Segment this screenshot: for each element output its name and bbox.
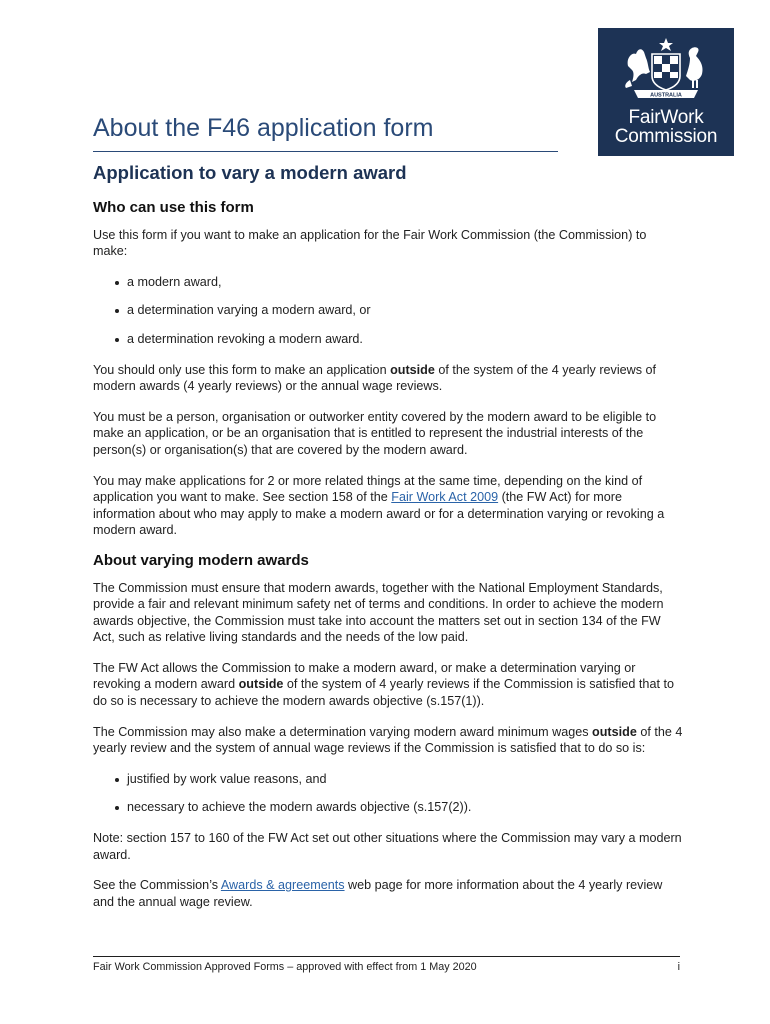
paragraph-related-applications: You may make applications for 2 or more related things at the same time, depending on the kind of application you want to make. See section 158 of the Fair Work Act 2009 (the FW Act) for more information about who may apply to make a modern award or for a determination varying or revoking a modern award.: [93, 473, 665, 538]
organisation-name: [598, 108, 734, 146]
list-item: necessary to achieve the modern awards objective (s.157(2)).: [127, 799, 683, 816]
paragraph-fw-act-allows: The FW Act allows the Commission to make a modern award, or make a determination varying or revoking a modern award outside of the system of 4 yearly reviews if the Commission is satisfied that to do so is necessary to achieve the modern awards objective (s.157(1)).: [93, 660, 674, 709]
paragraph-safety-net: The Commission must ensure that modern awards, together with the National Employment Standards, provide a fair and relevant minimum safety net of terms and conditions. In order to achieve the modern awards objective, the Commission must take into account the matters set out in section 134 of the FW Act, such as relative living standards and the needs of the low paid.: [93, 580, 664, 645]
document-body: [93, 200, 683, 924]
awards-agreements-link[interactable]: Awards & agreements: [220, 878, 345, 893]
paragraph-eligibility: You must be a person, organisation or outworker entity covered by the modern award to be eligible to make an application, or be an organisation that is entitled to represent the industrial interests of the person(s) or organisation(s) that are covered by the modern award.: [93, 409, 657, 457]
list-item: justified by work value reasons, and: [127, 771, 683, 788]
list-item: a modern award,: [127, 274, 683, 291]
paragraph-note: Note: section 157 to 160 of the FW Act set out other situations where the Commission may vary a modern award.: [93, 831, 682, 862]
paragraph-see-awards: See the Commission’s Awards & agreements web page for more information about the 4 yearly review and the annual wage review.: [93, 878, 663, 909]
coat-of-arms-icon: [622, 36, 710, 108]
page-title: About the F46 application form: [93, 114, 558, 152]
bullet-list-conditions: [93, 771, 683, 816]
footer-text: Fair Work Commission Approved Forms – approved with effect from 1 May 2020: [93, 961, 477, 973]
list-item: a determination varying a modern award, or: [127, 302, 683, 319]
paragraph-intro: Use this form if you want to make an application for the Fair Work Commission (the Commission) to make:: [93, 227, 647, 259]
fair-work-act-link[interactable]: Fair Work Act 2009: [391, 490, 499, 505]
page-footer: [93, 956, 680, 973]
paragraph-outside-reviews: You should only use this form to make an application outside of the system of the 4 yearly reviews of modern awards (4 yearly reviews) or the annual wage reviews.: [93, 362, 657, 394]
fair-work-commission-logo: [598, 28, 734, 156]
page-number: i: [677, 961, 680, 973]
bullet-list-applications: [93, 274, 683, 348]
section-heading-who-can-use: Who can use this form: [93, 199, 254, 216]
list-item: a determination revoking a modern award.: [127, 331, 683, 348]
section-heading-varying-awards: About varying modern awards: [93, 551, 309, 569]
org-name-line1: FairWork: [628, 107, 704, 128]
svg-text:AUSTRALIA: AUSTRALIA: [650, 92, 682, 99]
org-name-line2: Commission: [614, 126, 718, 147]
page-subtitle: Application to vary a modern award: [93, 162, 407, 183]
paragraph-minimum-wages: The Commission may also make a determination varying modern award minimum wages outside of the 4 yearly review and the system of annual wage reviews if the Commission is satisfied that to do so is:: [93, 724, 683, 756]
